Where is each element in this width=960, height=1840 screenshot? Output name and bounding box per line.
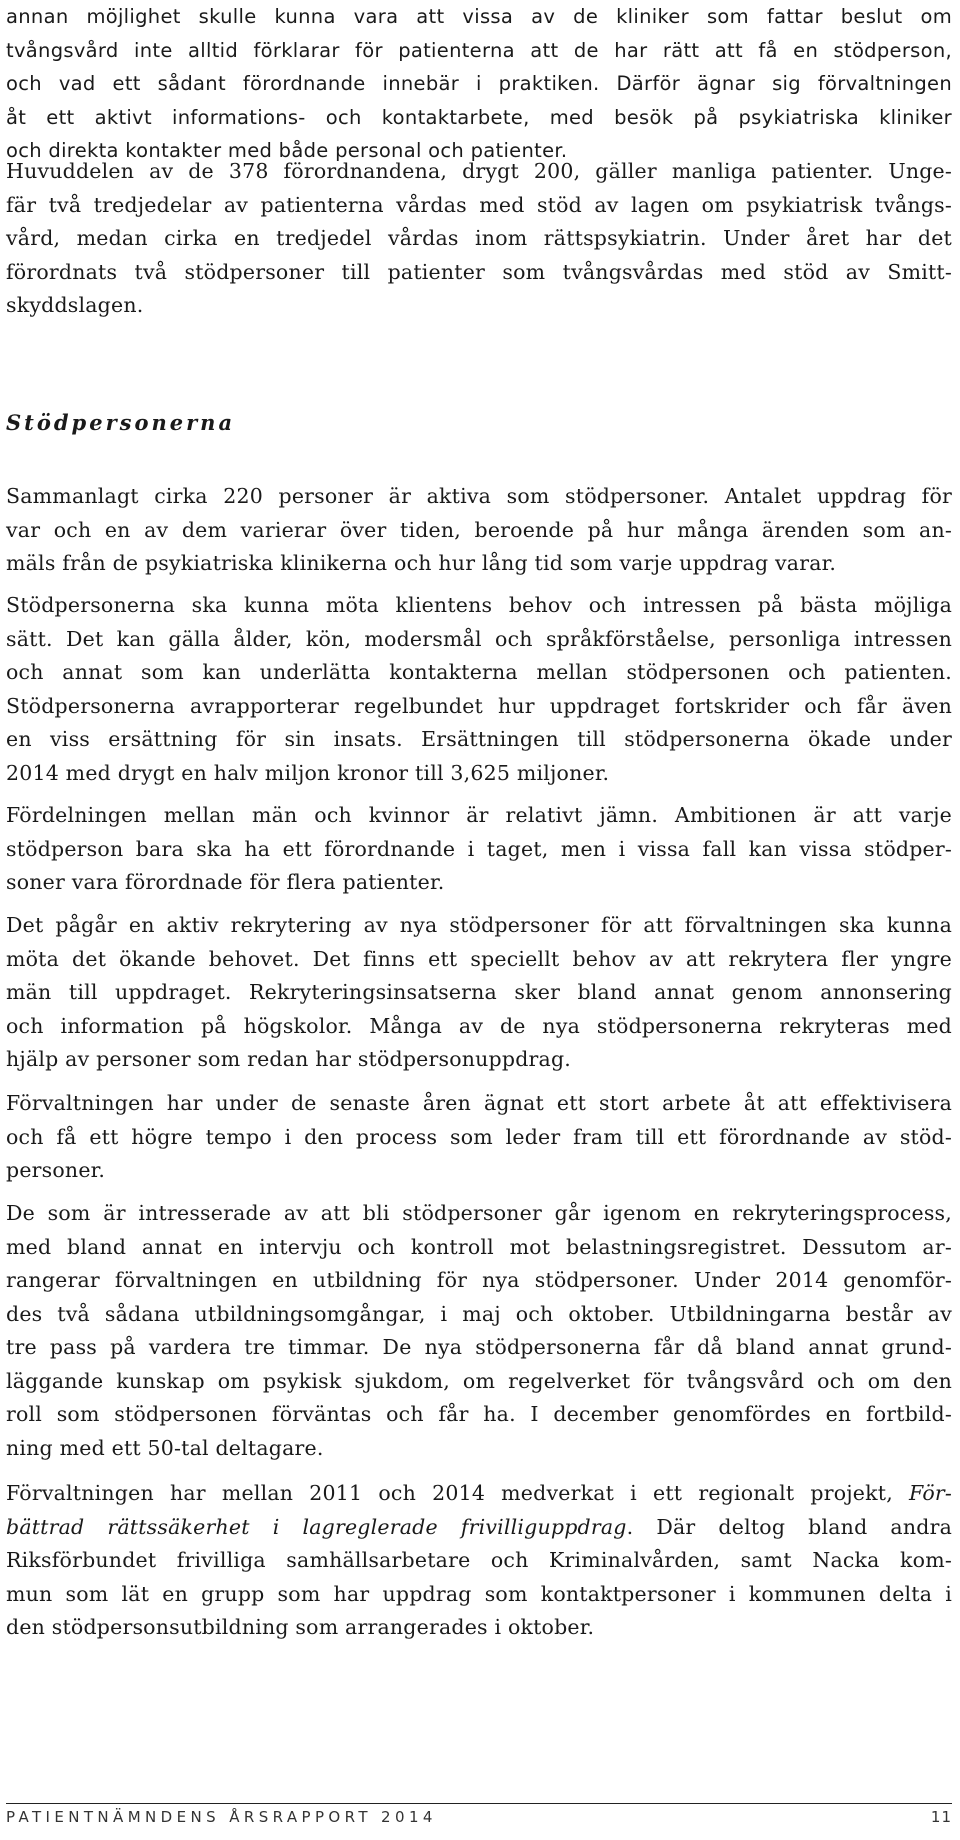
text-line: med bland annat en intervju och kontroll mot belastningsregistret. Dessutom ar-	[6, 1234, 952, 1259]
text-line: mäls från de psykiatriska klinikerna och hur lång tid som varje uppdrag varar.	[6, 551, 837, 575]
text-line: åt ett aktivt informations- och kontaktarbete, med besök på psykiatriska kliniker	[6, 105, 952, 129]
text-line: ning med ett 50-tal deltagare.	[6, 1435, 324, 1460]
text-line: Stödpersonerna ska kunna möta klientens behov och intressen på bästa möjliga	[6, 593, 952, 617]
text-line: var och en av dem varierar över tiden, beroende på hur många ärenden som an-	[6, 517, 952, 542]
text-line: mun som lät en grupp som har uppdrag som kontaktpersoner i kommunen delta i	[6, 1581, 952, 1606]
text-line: 2014 med drygt en halv miljon kronor till 3,625 miljoner.	[6, 760, 610, 785]
text-line: annan möjlighet skulle kunna vara att vissa av de kliniker som fattar beslut om	[6, 5, 952, 28]
text-line: roll som stödpersonen förväntas och får ha. I december genomfördes en fortbild-	[6, 1402, 952, 1426]
text-line: och direkta kontakter med både personal och patienter.	[6, 139, 568, 162]
footer-divider	[6, 1803, 952, 1804]
text-line	[6, 1477, 952, 1511]
text-line: läggande kunskap om psykisk sjukdom, om regelverket för tvångsvård och om den	[6, 1368, 952, 1393]
text-line: och annat som kan underlätta kontakterna mellan stödpersonen och patienten.	[6, 660, 952, 684]
text-line: förordnats två stödpersoner till patienter som tvångsvårdas med stöd av Smitt-	[6, 259, 952, 284]
text-line: skyddslagen.	[6, 293, 144, 317]
text-line: Förvaltningen har under de senaste åren ägnat ett stort arbete åt att effektivisera	[6, 1091, 952, 1115]
text-line: rangerar förvaltningen en utbildning för nya stödpersoner. Under 2014 genomför-	[6, 1268, 952, 1292]
recruitment-paragraph	[6, 909, 952, 1077]
text-line: Fördelningen mellan män och kvinnor är relativt jämn. Ambitionen är att varje	[6, 803, 952, 827]
text-line: män till uppdraget. Rekryteringsinsatserna sker bland annat genom annonsering	[6, 980, 952, 1004]
text-line: De som är intresserade av att bli stödpersoner går igenom en rekryteringsprocess,	[6, 1201, 952, 1225]
text-line: hjälp av personer som redan har stödpersonuppdrag.	[6, 1047, 571, 1071]
needs-paragraph	[6, 589, 952, 790]
text-line: Det pågår en aktiv rekrytering av nya stödpersoner för att förvaltningen ska kunna	[6, 913, 952, 937]
footer-title: PATIENTNÄMNDENS ÅRSRAPPORT 2014	[6, 1808, 437, 1826]
text-segment: . Där deltog bland andra	[626, 1514, 952, 1539]
text-line: den stödpersonsutbildning som arrangerades i oktober.	[6, 1615, 595, 1639]
distribution-paragraph	[6, 799, 952, 900]
text-segment: Förvaltningen har mellan 2011 och 2014 medverkat i ett regionalt projekt,	[6, 1481, 910, 1505]
efficiency-paragraph	[6, 1087, 952, 1188]
text-line: tvångsvård inte alltid förklarar för patienterna att de har rätt att få en stödperson,	[6, 38, 952, 62]
text-line: och information på högskolor. Många av de nya stödpersonerna rekryteras med	[6, 1013, 952, 1038]
project-paragraph	[6, 1477, 952, 1645]
section-heading: Stödpersonerna	[6, 410, 236, 435]
text-line: Riksförbundet frivilliga samhällsarbetare och Kriminalvården, samt Nacka kom-	[6, 1548, 952, 1572]
process-paragraph	[6, 1197, 952, 1465]
text-line: stödperson bara ska ha ett förordnande i taget, men i vissa fall kan vissa stödper-	[6, 836, 952, 861]
text-line: personer.	[6, 1158, 106, 1182]
text-line: fär två tredjedelar av patienterna vårdas med stöd av lagen om psykiatrisk tvångs-	[6, 192, 952, 217]
text-line: och vad ett sådant förordnande innebär i praktiken. Därför ägnar sig förvaltningen	[6, 72, 952, 95]
project-title-part: bättrad rättssäkerhet i lagreglerade frivilliguppdrag	[6, 1514, 627, 1539]
text-line: soner vara förordnade för flera patienter.	[6, 870, 445, 894]
text-line: des två sådana utbildningsomgångar, i maj och oktober. Utbildningarna består av	[6, 1301, 952, 1326]
text-line: Huvuddelen av de 378 förordnandena, drygt 200, gäller manliga patienter. Unge-	[6, 159, 952, 183]
text-line: vård, medan cirka en tredjedel vårdas inom rättspsykiatrin. Under året har det	[6, 226, 952, 250]
text-line: möta det ökande behovet. Det finns ett speciellt behov av att rekrytera fler yngre	[6, 946, 952, 971]
intro-paragraph	[6, 0, 952, 168]
overview-paragraph	[6, 155, 952, 323]
count-paragraph	[6, 480, 952, 581]
page-number: 11	[930, 1808, 952, 1826]
text-line: Sammanlagt cirka 220 personer är aktiva som stödpersoner. Antalet uppdrag för	[6, 484, 952, 508]
project-title-part: För-	[909, 1481, 952, 1505]
text-line	[6, 1511, 952, 1545]
text-line: Stödpersonerna avrapporterar regelbundet hur uppdraget fortskrider och får även	[6, 693, 952, 718]
text-line: och få ett högre tempo i den process som leder fram till ett förordnande av stöd-	[6, 1124, 952, 1149]
text-line: sätt. Det kan gälla ålder, kön, modersmål och språkförståelse, personliga intressen	[6, 626, 952, 651]
text-line: en viss ersättning för sin insats. Ersättningen till stödpersonerna ökade under	[6, 727, 952, 751]
text-line: tre pass på vardera tre timmar. De nya stödpersonerna får då bland annat grund-	[6, 1335, 952, 1359]
